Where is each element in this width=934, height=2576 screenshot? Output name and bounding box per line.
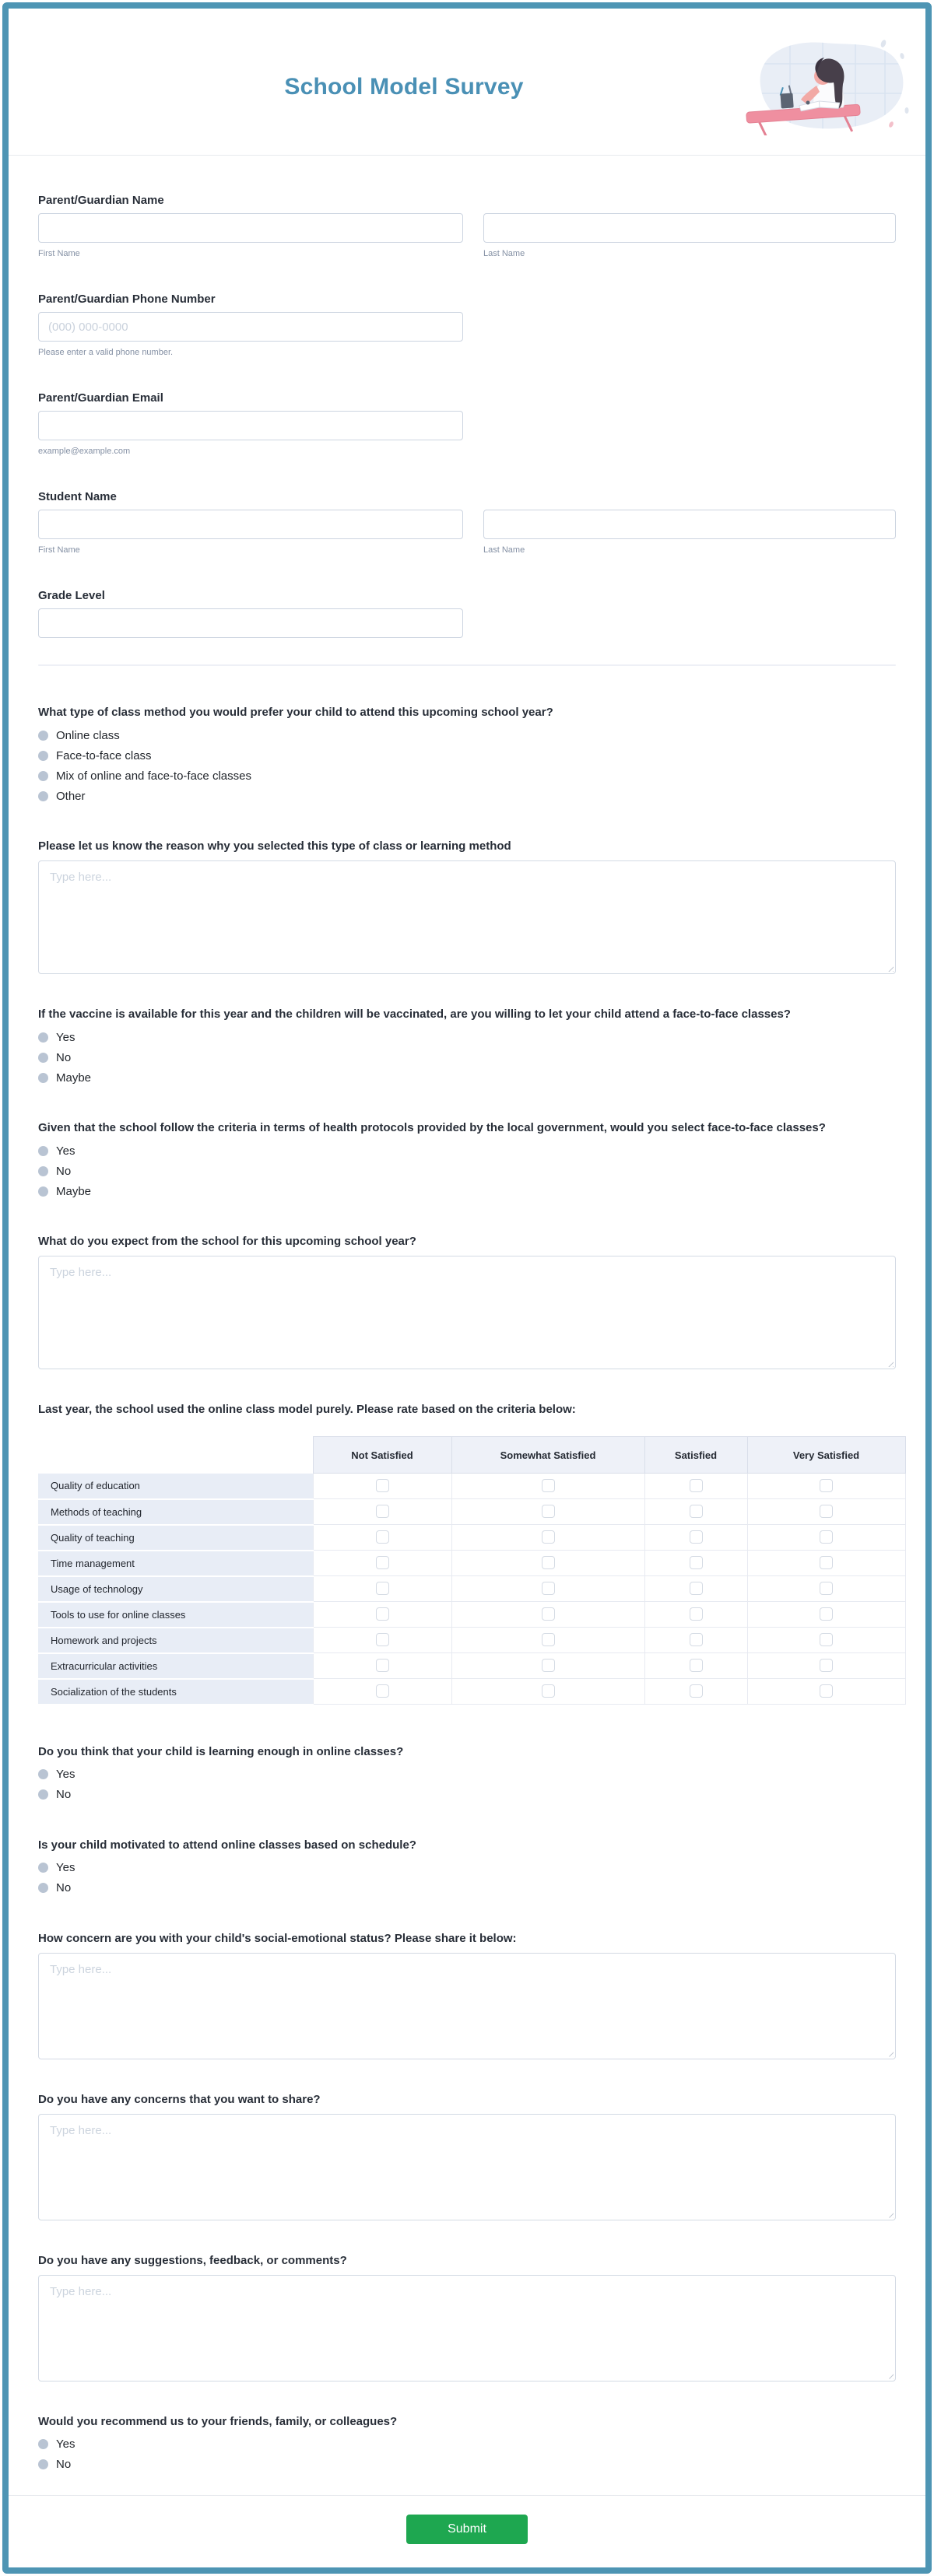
radio-option-label: Maybe	[56, 1184, 92, 1198]
question-label: Last year, the school used the online class model purely. Please rate based on the criteria below:	[38, 1403, 576, 1416]
question-label: How concern are you with your child's social-emotional status? Please share it below:	[38, 1931, 517, 1945]
radio-icon[interactable]	[38, 1073, 48, 1083]
field-label: Parent/Guardian Email	[38, 391, 163, 405]
matrix-row-label: Usage of technology	[38, 1576, 313, 1602]
field-parent-name	[38, 193, 896, 259]
matrix-checkbox[interactable]	[690, 1505, 703, 1518]
matrix-checkbox[interactable]	[542, 1505, 555, 1518]
matrix-checkbox[interactable]	[690, 1607, 703, 1621]
matrix-row	[38, 1602, 905, 1628]
radio-icon[interactable]	[38, 731, 48, 741]
radio-option[interactable]	[38, 1067, 896, 1088]
student-last-name-input[interactable]	[483, 510, 896, 539]
radio-option-label: No	[56, 1164, 72, 1178]
matrix-checkbox[interactable]	[376, 1556, 389, 1569]
radio-option-label: Yes	[56, 1144, 75, 1158]
matrix-checkbox[interactable]	[376, 1505, 389, 1518]
question-learning-enough	[38, 1744, 896, 1805]
matrix-checkbox[interactable]	[376, 1607, 389, 1621]
matrix-checkbox[interactable]	[542, 1659, 555, 1672]
matrix-checkbox[interactable]	[820, 1479, 833, 1492]
question-expectations	[38, 1234, 896, 1369]
matrix-checkbox[interactable]	[820, 1530, 833, 1544]
last-name-sublabel: Last Name	[483, 545, 525, 555]
radio-icon[interactable]	[38, 1789, 48, 1800]
matrix-checkbox[interactable]	[376, 1659, 389, 1672]
radio-option-label: Maybe	[56, 1071, 92, 1085]
matrix-row-label: Quality of education	[38, 1474, 313, 1499]
radio-option[interactable]	[38, 766, 896, 786]
matrix-checkbox[interactable]	[820, 1607, 833, 1621]
parent-last-name-input[interactable]	[483, 213, 896, 243]
question-protocols	[38, 1120, 896, 1201]
page-title: School Model Survey	[284, 74, 524, 100]
radio-option[interactable]	[38, 725, 896, 745]
question-reason	[38, 839, 896, 974]
matrix-checkbox[interactable]	[542, 1582, 555, 1595]
matrix-row-label: Time management	[38, 1551, 313, 1576]
phone-input[interactable]	[38, 312, 463, 342]
question-vaccine	[38, 1007, 896, 1088]
matrix-checkbox[interactable]	[376, 1530, 389, 1544]
matrix-row	[38, 1628, 905, 1653]
question-concerns	[38, 2092, 896, 2220]
radio-icon[interactable]	[38, 1186, 48, 1197]
question-label: Do you have any suggestions, feedback, or comments?	[38, 2253, 347, 2267]
matrix-checkbox[interactable]	[690, 1633, 703, 1646]
question-rating-matrix	[38, 1402, 896, 1705]
radio-icon[interactable]	[38, 1863, 48, 1873]
question-label: Do you think that your child is learning enough in online classes?	[38, 1744, 404, 1758]
radio-option[interactable]	[38, 1027, 896, 1047]
matrix-row-label: Quality of teaching	[38, 1525, 313, 1551]
matrix-row	[38, 1525, 905, 1551]
question-label: Given that the school follow the criteria in terms of health protocols provided by the local government, would you select face-to-face classes?	[38, 1121, 826, 1134]
radio-option-label: Yes	[56, 2438, 75, 2451]
radio-option[interactable]	[38, 745, 896, 766]
matrix-row	[38, 1653, 905, 1679]
social-emotional-textarea[interactable]	[38, 1953, 896, 2059]
matrix-checkbox[interactable]	[542, 1607, 555, 1621]
matrix-checkbox[interactable]	[690, 1530, 703, 1544]
grade-level-input[interactable]	[38, 608, 463, 638]
matrix-column-header: Very Satisfied	[747, 1437, 905, 1474]
matrix-checkbox[interactable]	[376, 1479, 389, 1492]
reason-textarea[interactable]	[38, 860, 896, 974]
radio-option[interactable]	[38, 1765, 896, 1785]
matrix-checkbox[interactable]	[376, 1582, 389, 1595]
matrix-row	[38, 1679, 905, 1705]
radio-option[interactable]	[38, 1878, 896, 1898]
field-grade-level	[38, 588, 896, 638]
header-illustration	[736, 33, 913, 135]
question-label: Please let us know the reason why you selected this type of class or learning method	[38, 839, 511, 853]
field-label: Parent/Guardian Phone Number	[38, 293, 216, 306]
question-recommend	[38, 2414, 896, 2475]
matrix-checkbox[interactable]	[542, 1556, 555, 1569]
question-label: Would you recommend us to your friends, family, or colleagues?	[38, 2414, 398, 2428]
section-divider	[38, 664, 896, 666]
matrix-checkbox[interactable]	[820, 1633, 833, 1646]
radio-option-label: Face-to-face class	[56, 748, 152, 762]
field-phone	[38, 292, 896, 358]
radio-option-label: Other	[56, 789, 86, 803]
radio-option[interactable]	[38, 1858, 896, 1878]
matrix-corner-cell	[38, 1437, 313, 1474]
first-name-sublabel: First Name	[38, 545, 80, 555]
radio-icon[interactable]	[38, 791, 48, 801]
radio-icon[interactable]	[38, 771, 48, 781]
matrix-column-header: Satisfied	[644, 1437, 747, 1474]
question-social-emotional	[38, 1931, 896, 2059]
matrix-row-label: Tools to use for online classes	[38, 1602, 313, 1628]
radio-option[interactable]	[38, 2434, 896, 2455]
submit-area	[38, 2496, 896, 2567]
suggestions-textarea[interactable]	[38, 2275, 896, 2381]
matrix-checkbox[interactable]	[542, 1479, 555, 1492]
radio-icon[interactable]	[38, 1146, 48, 1156]
radio-option-label: Yes	[56, 1030, 75, 1044]
question-label: If the vaccine is available for this year and the children will be vaccinated, are you willing to let your child attend a face-to-face classes?	[38, 1008, 791, 1021]
form-body	[9, 193, 925, 2567]
student-first-name-input[interactable]	[38, 510, 463, 539]
matrix-column-header: Somewhat Satisfied	[451, 1437, 644, 1474]
matrix-checkbox[interactable]	[820, 1556, 833, 1569]
radio-option[interactable]	[38, 1161, 896, 1181]
matrix-row-label: Extracurricular activities	[38, 1653, 313, 1679]
question-label: What type of class method you would prefer your child to attend this upcoming school year?	[38, 706, 553, 719]
radio-icon[interactable]	[38, 2459, 48, 2469]
radio-option-label: Yes	[56, 1861, 75, 1874]
radio-option-label: Mix of online and face-to-face classes	[56, 769, 251, 783]
question-label: Do you have any concerns that you want to share?	[38, 2092, 321, 2106]
radio-option-label: Yes	[56, 1768, 75, 1781]
radio-option-label: No	[56, 1050, 72, 1064]
matrix-checkbox[interactable]	[542, 1633, 555, 1646]
radio-option[interactable]	[38, 1785, 896, 1805]
radio-option[interactable]	[38, 1181, 896, 1201]
matrix-checkbox[interactable]	[820, 1505, 833, 1518]
matrix-checkbox[interactable]	[820, 1659, 833, 1672]
radio-icon[interactable]	[38, 1883, 48, 1893]
question-suggestions	[38, 2253, 896, 2381]
matrix-row	[38, 1551, 905, 1576]
matrix-row	[38, 1576, 905, 1602]
radio-icon[interactable]	[38, 1166, 48, 1176]
question-class-method	[38, 705, 896, 806]
matrix-checkbox[interactable]	[690, 1556, 703, 1569]
matrix-row-label: Socialization of the students	[38, 1679, 313, 1705]
form-card	[2, 2, 932, 2574]
matrix-row	[38, 1499, 905, 1525]
matrix-row-label: Homework and projects	[38, 1628, 313, 1653]
radio-icon[interactable]	[38, 1032, 48, 1043]
matrix-checkbox[interactable]	[820, 1582, 833, 1595]
radio-option[interactable]	[38, 1047, 896, 1067]
submit-button[interactable]: Submit	[406, 2515, 528, 2544]
radio-icon[interactable]	[38, 2439, 48, 2449]
rating-matrix-table	[38, 1436, 906, 1705]
matrix-checkbox[interactable]	[542, 1684, 555, 1698]
field-label: Parent/Guardian Name	[38, 194, 164, 207]
matrix-column-header: Not Satisfied	[313, 1437, 451, 1474]
radio-option-label: Online class	[56, 728, 120, 742]
question-label: Is your child motivated to attend online classes based on schedule?	[38, 1838, 416, 1852]
last-name-sublabel: Last Name	[483, 249, 525, 258]
matrix-checkbox[interactable]	[690, 1659, 703, 1672]
matrix-row-label: Methods of teaching	[38, 1499, 313, 1525]
matrix-checkbox[interactable]	[820, 1684, 833, 1698]
matrix-checkbox[interactable]	[690, 1582, 703, 1595]
radio-option-label: No	[56, 1788, 72, 1801]
radio-icon[interactable]	[38, 1053, 48, 1063]
email-input[interactable]	[38, 411, 463, 440]
form-header	[9, 9, 925, 156]
matrix-checkbox[interactable]	[376, 1633, 389, 1646]
matrix-row	[38, 1474, 905, 1499]
radio-option-label: No	[56, 1881, 72, 1894]
matrix-checkbox[interactable]	[690, 1479, 703, 1492]
radio-option-label: No	[56, 2458, 72, 2471]
expectations-textarea[interactable]	[38, 1256, 896, 1369]
email-sublabel: example@example.com	[38, 447, 131, 456]
concerns-textarea[interactable]	[38, 2114, 896, 2220]
radio-option[interactable]	[38, 2455, 896, 2475]
radio-icon[interactable]	[38, 751, 48, 761]
radio-option[interactable]	[38, 1141, 896, 1161]
radio-option[interactable]	[38, 786, 896, 806]
matrix-checkbox[interactable]	[690, 1684, 703, 1698]
parent-first-name-input[interactable]	[38, 213, 463, 243]
field-email	[38, 391, 896, 457]
field-label: Grade Level	[38, 589, 105, 602]
field-label: Student Name	[38, 490, 117, 503]
radio-icon[interactable]	[38, 1769, 48, 1779]
phone-sublabel: Please enter a valid phone number.	[38, 348, 174, 357]
question-label: What do you expect from the school for this upcoming school year?	[38, 1235, 416, 1248]
matrix-checkbox[interactable]	[376, 1684, 389, 1698]
first-name-sublabel: First Name	[38, 249, 80, 258]
matrix-checkbox[interactable]	[542, 1530, 555, 1544]
question-motivated	[38, 1838, 896, 1898]
field-student-name	[38, 489, 896, 556]
